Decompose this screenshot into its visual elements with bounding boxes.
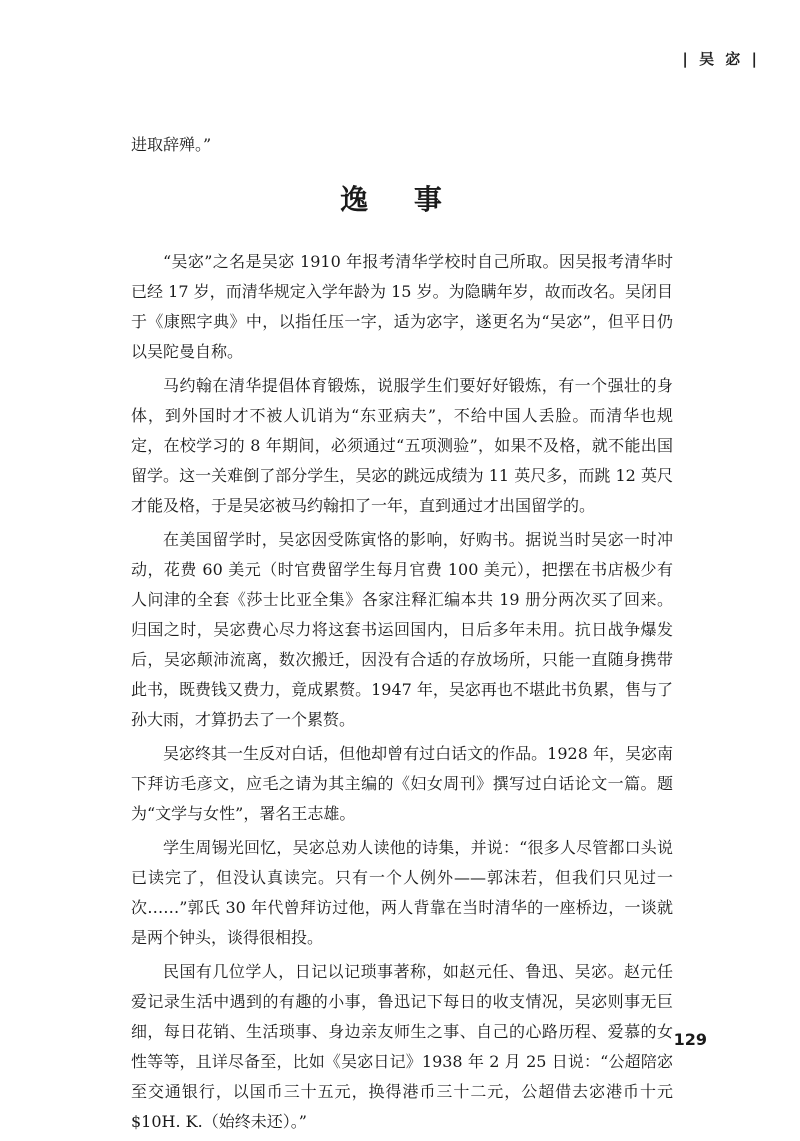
body-text: [131, 247, 673, 1141]
continued-text: 进取辞殚。”: [131, 135, 212, 154]
paragraph: 学生周锡光回忆，吴宓总劝人读他的诗集，并说：“很多人尽管都口头说已读完了，但没认真读完。只有一个人例外——郭沫若，但我们只见过一次……”郭氏 30 年代曾拜访过他，两人背靠在当时清华的一座桥边，一谈就是两个钟头，谈得很相投。: [131, 838, 673, 947]
paragraph: 在美国留学时，吴宓因受陈寅恪的影响，好购书。据说当时吴宓一时冲动，花费 60 美元（时官费留学生每月官费 100 美元），把摆在书店极少有人问津的全套《莎士比亚全集》各家注释汇编本共 19 册分两次买了回来。归国之时，吴宓费心尽力将这套书运回国内，日后多年未用。抗日战争爆发后，吴宓颠沛流离，数次搬迁，因没有合适的存放场所，只能一直随身携带此书，既费钱又费力，竟成累赘。1947 年，吴宓再也不堪此书负累，售与了孙大雨，才算扔去了一个累赘。: [131, 530, 673, 729]
running-header: | 吴 宓 |: [682, 50, 760, 68]
page-number: 129: [673, 1030, 707, 1049]
paragraph: 民国有几位学人，日记以记琐事著称，如赵元任、鲁迅、吴宓。赵元任爱记录生活中遇到的有趣的小事，鲁迅记下每日的收支情况，吴宓则事无巨细，每日花销、生活琐事、身边亲友师生之事、自己的心路历程、爱慕的女性等等，且详尽备至，比如《吴宓日记》1938 年 2 月 25 日说：“公超陪宓至交通银行，以国币三十五元，换得港币三十二元，公超借去宓港币十元 $10H. K.（始终未还）。”: [131, 962, 673, 1131]
paragraph: “吴宓”之名是吴宓 1910 年报考清华学校时自己所取。因吴报考清华时已经 17 岁，而清华规定入学年龄为 15 岁。为隐瞒年岁，故而改名。吴闭目于《康熙字典》中，以指任压一字，适为宓字，遂更名为“吴宓”，但平日仍以吴陀曼自称。: [131, 252, 673, 361]
paragraph: 吴宓终其一生反对白话，但他却曾有过白话文的作品。1928 年，吴宓南下拜访毛彦文，应毛之请为其主编的《妇女周刊》撰写过白话论文一篇。题为“文学与女性”，署名王志雄。: [131, 744, 673, 823]
section-title: 逸 事: [340, 183, 460, 216]
paragraph: 马约翰在清华提倡体育锻炼，说服学生们要好好锻炼，有一个强壮的身体，到外国时才不被人讥诮为“东亚病夫”，不给中国人丢脸。而清华也规定，在校学习的 8 年期间，必须通过“五项测验”，如果不及格，就不能出国留学。这一关难倒了部分学生，吴宓的跳远成绩为 11 英尺多，而跳 12 英尺才能及格，于是吴宓被马约翰扣了一年，直到通过才出国留学的。: [131, 376, 673, 515]
